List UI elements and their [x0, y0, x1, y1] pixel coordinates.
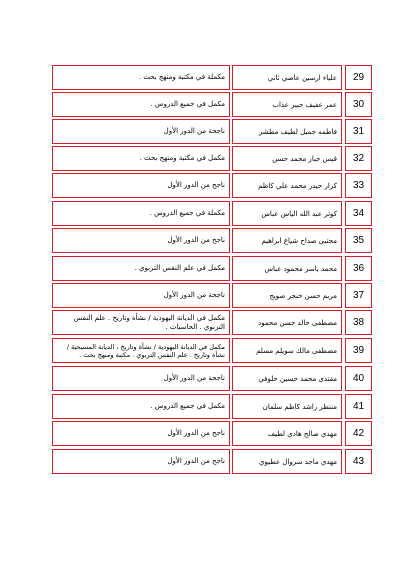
result-note: ناجحة من الدور الأول: [52, 283, 230, 308]
row-number: 35: [345, 228, 372, 253]
result-note: ناجح من الدور الأول: [52, 421, 230, 446]
row-number: 38: [345, 310, 372, 335]
row-number: 40: [345, 366, 372, 391]
student-name: كوثر عبد الله الياس عباس: [232, 201, 342, 226]
row-number: 43: [345, 449, 372, 474]
result-note: مكمل في الديانة اليهودية / نشأة وتاريخ ، الديانة المسيحية / نشأة وتاريخ . علم النفس التربوي . مكتبة ومنهج بحث .: [52, 338, 230, 363]
student-name: فاطمه جميل لطيف مطشر: [232, 119, 342, 144]
table-row: [0, 201, 400, 228]
result-note: ناجحة من الدور الأول: [52, 366, 230, 391]
student-name: مصطفى خالد حسن محمود: [232, 310, 342, 335]
row-number: 39: [345, 338, 372, 363]
table-row: [0, 421, 400, 448]
row-number: 37: [345, 283, 372, 308]
student-name: مقتدى محمد حسين خلوفي: [232, 366, 342, 391]
table-row: [0, 449, 400, 476]
table-row: [0, 283, 400, 310]
result-note: ناجح من الدور الأول: [52, 173, 230, 198]
row-number: 34: [345, 201, 372, 226]
student-name: عمر عفيف جبير عذاب: [232, 92, 342, 117]
table-row: [0, 146, 400, 173]
student-name: مهدي ماجد سروال عطيوي: [232, 449, 342, 474]
table-row: [0, 256, 400, 283]
result-note: مكمل في علم النفس التربوي .: [52, 256, 230, 281]
result-note: مكمل في جميع الدروس .: [52, 92, 230, 117]
row-number: 32: [345, 146, 372, 171]
student-name: قيس جبار محمد حسن: [232, 146, 342, 171]
result-note: ناجح من الدور الأول: [52, 449, 230, 474]
row-number: 33: [345, 173, 372, 198]
row-number: 36: [345, 256, 372, 281]
student-name: منتظر راشد كاظم سلمان: [232, 394, 342, 419]
row-number: 29: [345, 65, 372, 90]
table-row: [0, 92, 400, 119]
student-name: مهدي صالح هادي لطيف: [232, 421, 342, 446]
student-name: مجتبى صداح شياع ابراهيم: [232, 228, 342, 253]
result-note: مكمل في الديانة اليهودية / نشأة وتاريخ . علم النفس التربوي . الحاسبات .: [52, 310, 230, 335]
result-note: ناجحة من الدور الأول: [52, 119, 230, 144]
result-note: مكملة في مكتبة ومنهج بحث .: [52, 65, 230, 90]
row-number: 31: [345, 119, 372, 144]
student-name: علياء ارسين عاصي ثاني: [232, 65, 342, 90]
table-row: [0, 366, 400, 393]
result-note: مكمل في مكتبة ومنهج بحث .: [52, 146, 230, 171]
table-row: [0, 338, 400, 365]
row-number: 42: [345, 421, 372, 446]
table-row: [0, 65, 400, 92]
result-note: ناجح من الدور الأول: [52, 228, 230, 253]
row-number: 30: [345, 92, 372, 117]
student-name: مصطفى مالك سويلم مسلم: [232, 338, 342, 363]
result-note: مكملة في جميع الدروس .: [52, 201, 230, 226]
student-name: كرار حيدر محمد علي كاظم: [232, 173, 342, 198]
table-row: [0, 228, 400, 255]
table-row: [0, 119, 400, 146]
student-name: مريم حسن خنجر صويح: [232, 283, 342, 308]
result-note: مكمل في جميع الدروس .: [52, 394, 230, 419]
row-number: 41: [345, 394, 372, 419]
student-name: محمد ياسر محمود عباس: [232, 256, 342, 281]
table-row: [0, 173, 400, 200]
table-row: [0, 394, 400, 421]
table-row: [0, 310, 400, 337]
